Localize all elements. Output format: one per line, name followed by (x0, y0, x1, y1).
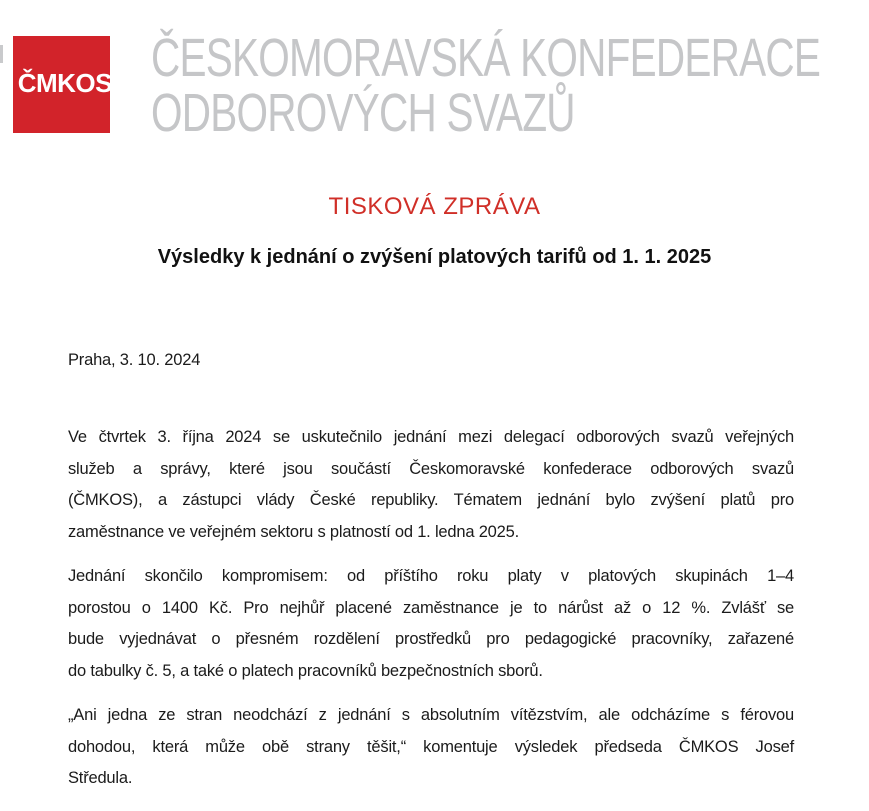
paragraph-line: Středula. (68, 769, 133, 787)
organization-name-line2: ODBOROVÝCH SVAZŮ (151, 83, 575, 143)
body-paragraph-1 (68, 422, 794, 548)
scan-artifact (0, 45, 3, 63)
paragraph-line: bude vyjednávat o přesném rozdělení prostředků pro pedagogické pracovníky, zařazené (68, 630, 794, 648)
paragraph-line: (ČMKOS), a zástupci vlády České republiky. Tématem jednání bylo zvýšení platů pro (68, 491, 794, 509)
organization-name (151, 28, 821, 143)
paragraph-line: „Ani jedna ze stran neodchází z jednání s absolutním vítězstvím, ale odcházíme s férovou (68, 706, 794, 724)
paragraph-line: porostou o 1400 Kč. Pro nejhůř placené zaměstnance je to nárůst až o 12 %. Zvlášť se (68, 598, 794, 617)
document-title: Výsledky k jednání o zvýšení platových tarifů od 1. 1. 2025 (157, 246, 712, 268)
document-body (68, 348, 794, 808)
paragraph-line: služeb a správy, které jsou součástí Českomoravské konfederace odborových svazů (68, 459, 794, 478)
cmkos-logo (13, 36, 110, 133)
dateline: Praha, 3. 10. 2024 (68, 351, 201, 369)
paragraph-line: Jednání skončilo kompromisem: od příštího roku platy v platových skupinách 1–4 (68, 567, 794, 585)
cmkos-logo-text: ČMKOS (17, 68, 112, 98)
organization-name-line1: ČESKOMORAVSKÁ KONFEDERACE (151, 28, 821, 88)
body-paragraph-3 (68, 700, 794, 795)
paragraph-line: Ve čtvrtek 3. října 2024 se uskutečnilo jednání mezi delegací odborových svazů veřejných (68, 428, 794, 446)
body-paragraph-2 (68, 561, 794, 687)
press-release-heading: TISKOVÁ ZPRÁVA (328, 193, 541, 220)
paragraph-line: do tabulky č. 5, a také o platech pracovníků bezpečnostních sborů. (68, 661, 543, 680)
paragraph-line: zaměstnance ve veřejném sektoru s platností od 1. ledna 2025. (68, 522, 519, 541)
paragraph-line: dohodou, která může obě strany těšit,“ komentuje výsledek předseda ČMKOS Josef (68, 737, 794, 756)
